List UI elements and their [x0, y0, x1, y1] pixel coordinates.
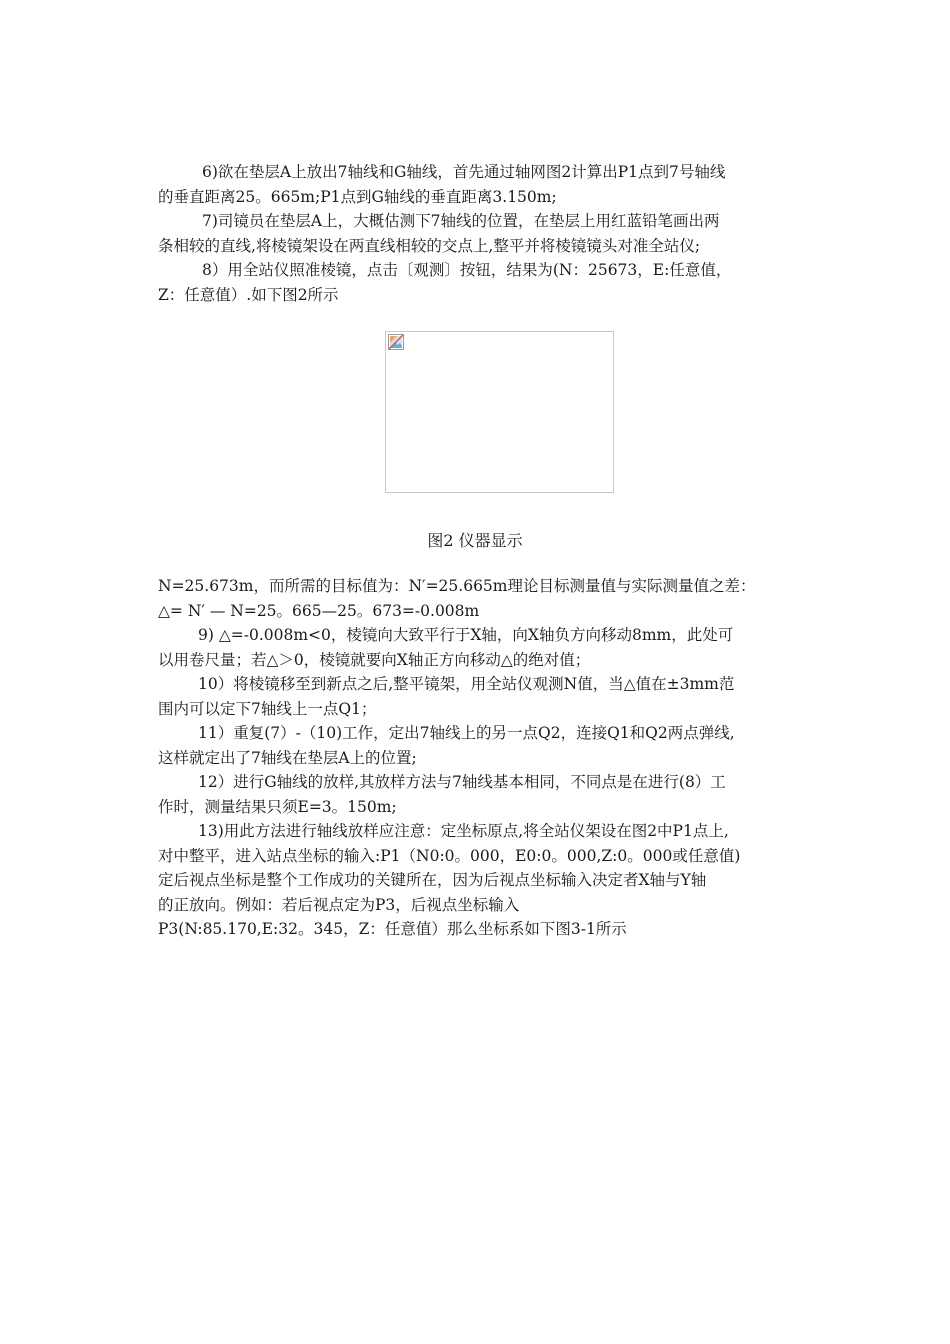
paragraph-line: 围内可以定下7轴线上一点Q1；: [158, 699, 377, 718]
paragraph-step-13: [158, 819, 878, 917]
paragraph-line: 13)用此方法进行轴线放样应注意：定坐标原点,将全站仪架设在图2中P1点上,: [198, 822, 729, 840]
paragraph-line: 8）用全站仪照准棱镜，点击〔观测〕按钮，结果为(N：25673，E:任意值，: [202, 261, 732, 279]
figure-caption-text: 图2 仪器显示: [427, 531, 523, 550]
paragraph-backsight-coords: [158, 917, 878, 942]
paragraph-line: 作时，测量结果只须E=3。150m;: [158, 797, 397, 816]
paragraph-line: 9) △=-0.008m<0，棱镜向大致平行于X轴，向X轴负方向移动8mm，此处可: [198, 626, 734, 644]
paragraph-line: 10）将棱镜移至到新点之后,整平镜架，用全站仪观测N值，当△值在±3mm范: [198, 675, 735, 693]
paragraph-step-8-cont: [158, 283, 878, 308]
paragraph-line: 条相较的直线,将棱镜架设在两直线相较的交点上,整平并将棱镜镜头对准全站仪;: [158, 236, 701, 255]
paragraph-step-6: [158, 160, 878, 185]
paragraph-line: 这样就定出了7轴线在垫层A上的位置;: [158, 748, 417, 767]
paragraph-step-7-cont: [158, 234, 878, 259]
paragraph-step-6-cont: [158, 185, 878, 210]
paragraph-line: Z：任意值）.如下图2所示: [158, 285, 339, 304]
paragraph-step-9: [158, 623, 878, 672]
paragraph-target-value: [158, 574, 878, 623]
figure-image-placeholder: [385, 331, 614, 493]
paragraph-line: 12）进行G轴线的放样,其放样方法与7轴线基本相同，不同点是在进行(8）工: [198, 773, 726, 791]
paragraph-step-10: [158, 672, 878, 721]
figure-caption: [0, 530, 950, 552]
bottom-text-block: [158, 574, 878, 942]
paragraph-line: 定后视点坐标是整个工作成功的关键所在，因为后视点坐标输入决定者X轴与Y轴: [158, 871, 707, 889]
paragraph-line: 的正放向。例如：若后视点定为P3，后视点坐标输入: [158, 895, 520, 914]
paragraph-step-8: [158, 258, 878, 283]
paragraph-line: 6)欲在垫层A上放出7轴线和G轴线，首先通过轴网图2计算出P1点到7号轴线: [202, 163, 726, 181]
paragraph-step-12: [158, 770, 878, 819]
broken-image-icon: [388, 334, 404, 350]
paragraph-line: 以用卷尺量；若△＞0，棱镜就要向X轴正方向移动△的绝对值；: [158, 650, 591, 669]
paragraph-step-11: [158, 721, 878, 770]
top-text-block: [158, 160, 878, 307]
paragraph-step-7: [158, 209, 878, 234]
paragraph-line: 7)司镜员在垫层A上，大概估测下7轴线的位置，在垫层上用红蓝铅笔画出两: [202, 212, 720, 230]
paragraph-line: N=25.673m，而所需的目标值为：N′=25.665m理论目标测量值与实际测量值之差：: [158, 577, 756, 595]
paragraph-line: 11）重复(7）-（10)工作，定出7轴线上的另一点Q2，连接Q1和Q2两点弹线,: [198, 724, 735, 742]
paragraph-line: P3(N:85.170,E:32。345，Z：任意值）那么坐标系如下图3-1所示: [158, 920, 627, 938]
paragraph-line: 的垂直距离25。665m;P1点到G轴线的垂直距离3.150m;: [158, 187, 557, 206]
paragraph-line: △= N′ — N=25。665—25。673=-0.008m: [158, 601, 480, 620]
paragraph-line: 对中整平，进入站点坐标的输入:P1（N0:0。000，E0:0。000,Z:0。000或任意值): [158, 846, 741, 865]
